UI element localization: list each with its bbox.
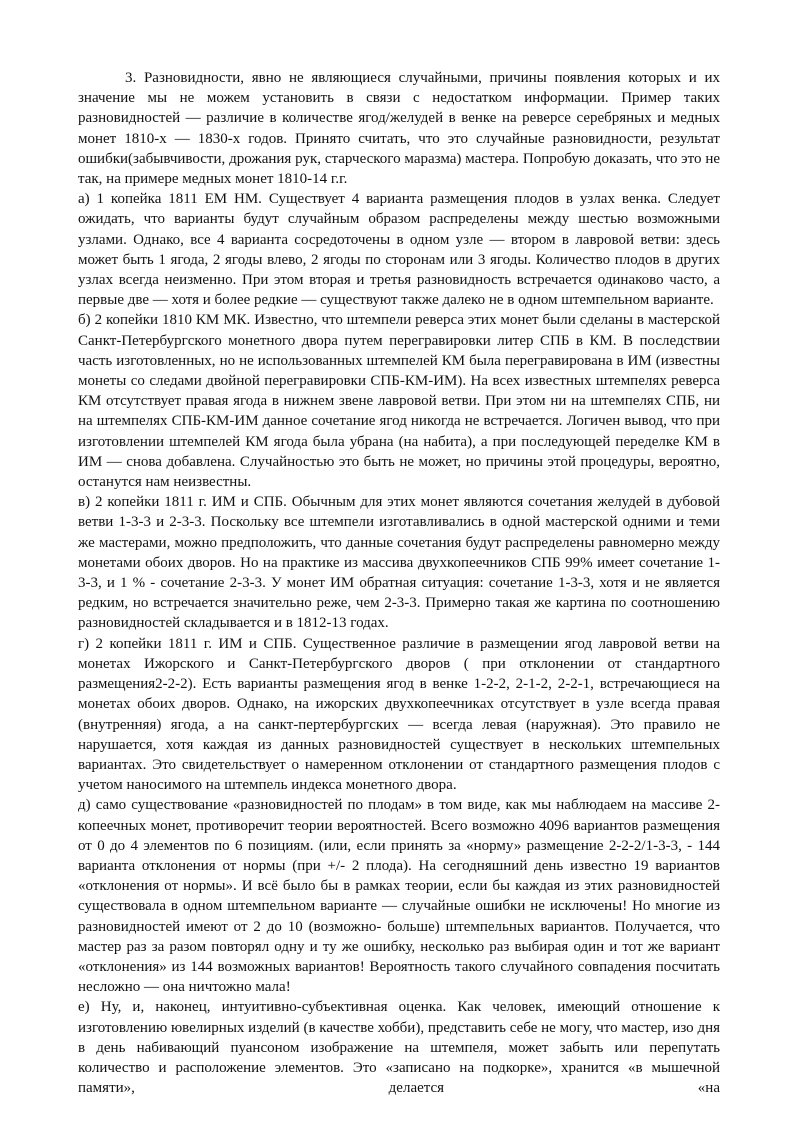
paragraph-a: а) 1 копейка 1811 ЕМ НМ. Существует 4 варианта размещения плодов в узлах венка. Следует ожидать, что варианты будут случайным образом распределены между шестью возможными узлами. Однако, все 4 варианта сосредоточены в одном узле — втором в лавровой ветви: здесь может быть 1 ягода, 2 ягоды влево, 2 ягоды по сторонам или 3 ягоды. Количество плодов в других узлах всегда неизменно. При этом вторая и третья разновидность встречается одинаково часто, а первые две — хотя и более редкие — существуют также далеко не в одном штемпельном варианте. bbox=[78, 191, 720, 309]
paragraph-e: е) Ну, и, наконец, интуитивно-субъективная оценка. Как человек, имеющий отношение к изготовлению ювелирных изделий (в качестве хобби), представить себе не могу, что мастер, изо дня в день набивающий пуансоном изображение на штемпеля, может забыть или перепутать количество и расположение элементов. Это «записано на подкорке», хранится «в мышечной памяти», делается «на bbox=[78, 999, 720, 1097]
paragraph-intro: 3. Разновидности, явно не являющиеся случайными, причины появления которых и их значение мы не можем установить в связи с недостатком информации. Пример таких разновидностей — различие в количестве ягод/желудей в венке на реверсе серебряных и медных монет 1810-х — 1830-х годов. Принято считать, что это случайные разновидности, результат ошибки(забывчивости, дрожания рук, старческого маразма) мастера. Попробую доказать, что это не так, на примере медных монет 1810-14 г.г. bbox=[78, 70, 720, 188]
document-page bbox=[78, 68, 720, 1098]
paragraph-d: д) само существование «разновидностей по плодам» в том виде, как мы наблюдаем на массиве 2-копеечных монет, противоречит теории вероятностей. Всего возможно 4096 вариантов размещения от 0 до 4 элементов по 6 позициям. (или, если принять за «норму» размещение 2-2-2/1-3-3, - 144 варианта отклонения от нормы (при +/- 2 плода). На сегодняшний день известно 19 вариантов «отклонения от нормы». И всё было бы в рамках теории, если бы каждая из этих разновидностей существовала в одном штемпельном варианте — случайные ошибки не исключены! Но многие из разновидностей имеют от 2 до 10 (возможно- больше) штемпельных вариантов. Получается, что мастер раз за разом повторял одну и ту же ошибку, несколько раз выбирая один и тот же вариант «отклонения» из 144 возможных вариантов! Вероятность такого случайного совпадения посчитать несложно — она ничтожно мала! bbox=[78, 797, 720, 996]
paragraph-v: в) 2 копейки 1811 г. ИМ и СПБ. Обычным для этих монет являются сочетания желудей в дубовой ветви 1-3-3 и 2-3-3. Поскольку все штемпели изготавливались в одной мастерской одними и теми же мастерами, можно предположить, что данные сочетания будут распределены равномерно между монетами обоих дворов. Но на практике из массива двухкопеечников СПБ 99% имеет сочетание 1-3-3, и 1 % - сочетание 2-3-3. У монет ИМ обратная ситуация: сочетание 1-3-3, хотя и не является редким, но встречается значительно реже, чем 2-3-3. Примерно такая же картина по соотношению разновидностей складывается и в 1812-13 годах. bbox=[78, 494, 720, 632]
paragraph-b: б) 2 копейки 1810 КМ МК. Известно, что штемпели реверса этих монет были сделаны в мастерской Санкт-Петербургского монетного двора путем перегравировки литер СПБ в КМ. В последствии часть изготовленных, но не использованных штемпелей КМ была перегравирована в ИМ (известны монеты со следами двойной перегравировки СПБ-КМ-ИМ). На всех известных штемпелях реверса КМ отсутствует правая ягода в нижнем звене лавровой ветви. При этом ни на штемпелях СПБ, ни на штемпелях СПБ-КМ-ИМ данное сочетание ягод никогда не встречается. Логичен вывод, что при изготовлении штемпелей КМ ягода была убрана (на набита), а при последующей переделке КМ в ИМ — снова добавлена. Случайностью это быть не может, но причины этой процедуры, вероятно, останутся нам неизвестны. bbox=[78, 312, 720, 491]
paragraph-g: г) 2 копейки 1811 г. ИМ и СПБ. Существенное различие в размещении ягод лавровой ветви на монетах Ижорского и Санкт-Петербургского дворов ( при отклонении от стандартного размещения2-2-2). Есть варианты размещения ягод в венке 1-2-2, 2-1-2, 2-2-1, встречающиеся на монетах обоих дворов. Однако, на ижорских двухкопеечниках отсутствует в узле всегда правая (внутренняя) ягода, а на санкт-пертербургских — всегда левая (наружная). Это правило не нарушается, хотя каждая из данных разновидностей существует в нескольких штемпельных вариантах. Это свидетельствует о намеренном отклонении от стандартного размещения плодов с учетом наносимого на штемпель индекса монетного двора. bbox=[78, 635, 720, 794]
